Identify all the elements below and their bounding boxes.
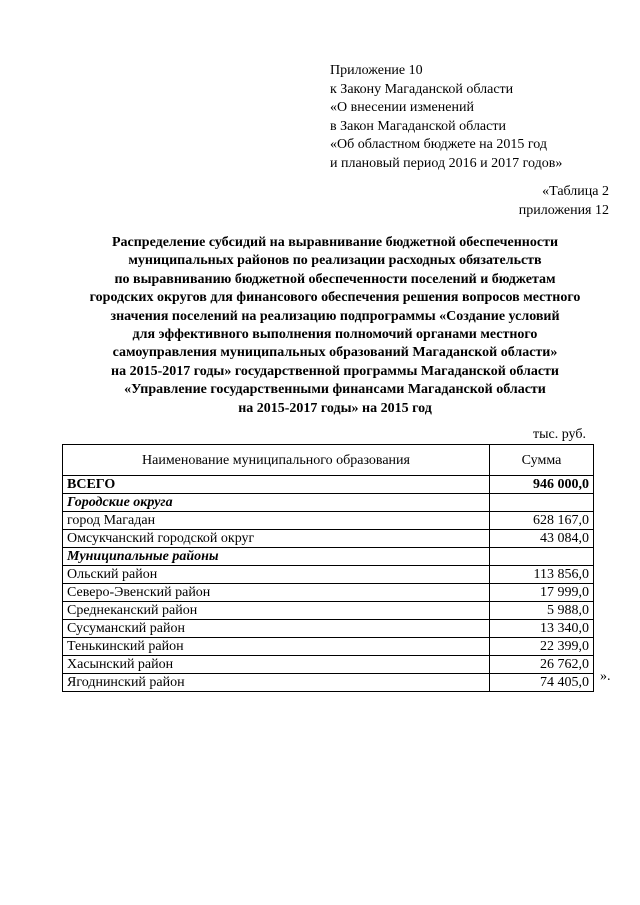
row-sum: 113 856,0 [490,566,594,584]
column-header-name: Наименование муниципального образования [63,445,490,476]
row-sum: 26 762,0 [490,656,594,674]
row-sum: 17 999,0 [490,584,594,602]
table-row [63,512,594,530]
table-row [63,602,594,620]
table-reference [519,183,609,220]
row-sum [490,548,594,566]
table-row [63,548,594,566]
header-line: «О внесении изменений [330,100,474,115]
header-line: Приложение 10 [330,63,423,78]
header-line: в Закон Магаданской области [330,118,506,134]
table-row [63,638,594,656]
table-row [63,674,594,692]
table-row [63,476,594,494]
row-name: Муниципальные районы [63,548,490,566]
subsidy-table [62,444,594,692]
header-line: «Об областном бюджете на 2015 год [330,137,547,152]
table-row [63,656,594,674]
closing-quote: ». [600,669,611,684]
row-name: Ягоднинский район [63,674,490,692]
table-ref-line: приложения 12 [518,202,609,218]
row-sum: 74 405,0 [490,674,594,692]
column-header-sum: Сумма [490,445,594,476]
units-label: тыс. руб. [533,427,586,442]
row-sum: 22 399,0 [490,638,594,656]
row-name: Омсукчанский городской округ [63,530,490,548]
row-name: Северо-Эвенский район [63,584,490,602]
title-line: на 2015-2017 годы» на 2015 год [238,400,432,416]
row-sum: 43 084,0 [490,530,594,548]
header-line: и плановый период 2016 и 2017 годов» [330,155,563,171]
title-line: на 2015-2017 годы» государственной программы Магаданской области [111,363,559,379]
table-row [63,584,594,602]
title-line: значения поселений на реализацию подпрограммы «Создание условий [110,308,560,324]
row-name: Тенькинский район [63,638,490,656]
title-line: по выравниванию бюджетной обеспеченности поселений и бюджетам [114,271,556,287]
row-name: Сусуманский район [63,620,490,638]
title-line: городских округов для финансового обеспечения решения вопросов местного [89,290,581,306]
row-name: город Магадан [63,512,490,530]
title-line: муниципальных районов по реализации расходных обязательств [128,253,542,269]
row-name: ВСЕГО [63,476,490,494]
document-title [40,234,630,418]
appendix-header [330,62,562,173]
title-line: самоуправления муниципальных образований Магаданской области» [112,345,558,361]
row-sum: 5 988,0 [490,602,594,620]
row-name: Ольский район [63,566,490,584]
table-row [63,620,594,638]
table-row [63,530,594,548]
row-name: Среднеканский район [63,602,490,620]
row-sum [490,494,594,512]
header-line: к Закону Магаданской области [330,81,514,97]
row-name: Хасынский район [63,656,490,674]
table-row [63,494,594,512]
title-line: Распределение субсидий на выравнивание бюджетной обеспеченности [111,235,559,250]
title-line: «Управление государственными финансами Магаданской области [124,382,546,398]
row-name: Городские округа [63,494,490,512]
row-sum: 946 000,0 [490,476,594,494]
table-row [63,566,594,584]
table-ref-line: «Таблица 2 [542,184,609,199]
table-header-row [63,445,594,476]
table-body [63,476,594,692]
row-sum: 13 340,0 [490,620,594,638]
title-line: для эффективного выполнения полномочий органами местного [132,327,538,343]
row-sum: 628 167,0 [490,512,594,530]
